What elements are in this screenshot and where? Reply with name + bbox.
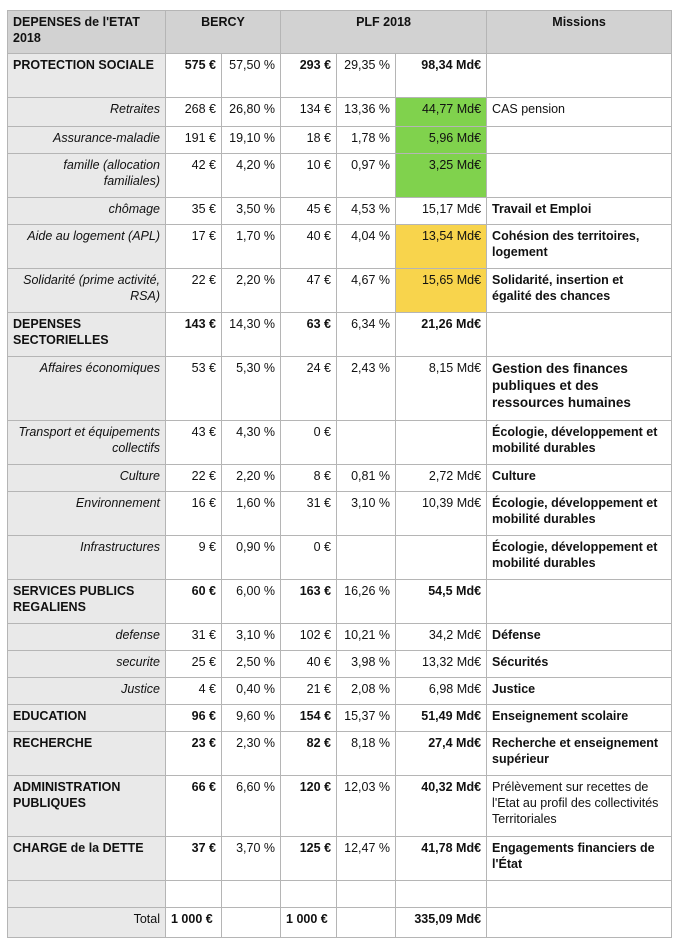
mission: [487, 54, 672, 98]
empty-cell: [396, 881, 487, 908]
plf-amount: 18 €: [281, 127, 337, 154]
plf-percent: 12,47 %: [337, 837, 396, 881]
bercy-percent: 3,50 %: [222, 198, 281, 225]
empty-cell: [337, 908, 396, 938]
bercy-amount: 4 €: [166, 678, 222, 705]
plf-amount: 47 €: [281, 269, 337, 313]
plf-amount: 293 €: [281, 54, 337, 98]
total-label: Total: [8, 908, 166, 938]
bercy-percent: 57,50 %: [222, 54, 281, 98]
plf-total: 41,78 Md€: [396, 837, 487, 881]
bercy-amount: 9 €: [166, 536, 222, 580]
mission: Engagements financiers de l'État: [487, 837, 672, 881]
row-label: Affaires économiques: [8, 357, 166, 421]
header-row: [8, 11, 672, 54]
empty-row: [8, 881, 672, 908]
mission: Défense: [487, 624, 672, 651]
bercy-percent: 9,60 %: [222, 705, 281, 732]
row-label: SERVICES PUBLICS REGALIENS: [8, 580, 166, 624]
plf-total: [396, 536, 487, 580]
row-label: Assurance-maladie: [8, 127, 166, 154]
mission: [487, 580, 672, 624]
plf-amount: 10 €: [281, 154, 337, 198]
bercy-percent: 6,00 %: [222, 580, 281, 624]
bercy-percent: 2,50 %: [222, 651, 281, 678]
plf-total: 5,96 Md€: [396, 127, 487, 154]
plf-amount: 63 €: [281, 313, 337, 357]
row-label: securite: [8, 651, 166, 678]
plf-total: 34,2 Md€: [396, 624, 487, 651]
row-label: Justice: [8, 678, 166, 705]
bercy-amount: 53 €: [166, 357, 222, 421]
row-label: famille (allocation familiales): [8, 154, 166, 198]
row-label: chômage: [8, 198, 166, 225]
mission: Écologie, développement et mobilité durables: [487, 492, 672, 536]
table-row: [8, 580, 672, 624]
table-row: [8, 313, 672, 357]
bercy-percent: 3,70 %: [222, 837, 281, 881]
mission: Prélèvement sur recettes de l'Etat au profil des collectivités Territoriales: [487, 776, 672, 837]
plf-percent: 0,97 %: [337, 154, 396, 198]
plf-total: 8,15 Md€: [396, 357, 487, 421]
table-row: [8, 54, 672, 98]
mission: Travail et Emploi: [487, 198, 672, 225]
row-label: Transport et équipements collectifs: [8, 421, 166, 465]
row-label: Environnement: [8, 492, 166, 536]
plf-total: [396, 421, 487, 465]
header-depenses: DEPENSES de l'ETAT 2018: [8, 11, 166, 54]
bercy-amount: 16 €: [166, 492, 222, 536]
bercy-percent: 14,30 %: [222, 313, 281, 357]
table-row: [8, 705, 672, 732]
plf-total: 27,4 Md€: [396, 732, 487, 776]
bercy-percent: 3,10 %: [222, 624, 281, 651]
mission: Écologie, développement et mobilité durables: [487, 421, 672, 465]
plf-total: 40,32 Md€: [396, 776, 487, 837]
plf-amount: 45 €: [281, 198, 337, 225]
mission: Cohésion des territoires, logement: [487, 225, 672, 269]
empty-cell: [487, 908, 672, 938]
bercy-percent: 5,30 %: [222, 357, 281, 421]
bercy-amount: 43 €: [166, 421, 222, 465]
total-row: [8, 908, 672, 938]
bercy-percent: 0,40 %: [222, 678, 281, 705]
plf-percent: 10,21 %: [337, 624, 396, 651]
mission: [487, 154, 672, 198]
row-label: DEPENSES SECTORIELLES: [8, 313, 166, 357]
plf-total: 2,72 Md€: [396, 465, 487, 492]
empty-cell: [337, 881, 396, 908]
plf-total: 44,77 Md€: [396, 98, 487, 127]
table-row: [8, 269, 672, 313]
empty-cell: [281, 881, 337, 908]
plf-percent: 13,36 %: [337, 98, 396, 127]
bercy-amount: 60 €: [166, 580, 222, 624]
plf-total: 51,49 Md€: [396, 705, 487, 732]
mission: Recherche et enseignement supérieur: [487, 732, 672, 776]
mission: Solidarité, insertion et égalité des chances: [487, 269, 672, 313]
empty-cell: [222, 908, 281, 938]
table-row: [8, 421, 672, 465]
plf-percent: 6,34 %: [337, 313, 396, 357]
bercy-amount: 22 €: [166, 465, 222, 492]
plf-total: 10,39 Md€: [396, 492, 487, 536]
plf-total: 15,17 Md€: [396, 198, 487, 225]
plf-total: 98,34 Md€: [396, 54, 487, 98]
plf-percent: [337, 421, 396, 465]
bercy-amount: 25 €: [166, 651, 222, 678]
table-row: [8, 624, 672, 651]
row-label: RECHERCHE: [8, 732, 166, 776]
plf-percent: 4,04 %: [337, 225, 396, 269]
plf-amount: 31 €: [281, 492, 337, 536]
plf-percent: 1,78 %: [337, 127, 396, 154]
plf-percent: 12,03 %: [337, 776, 396, 837]
bercy-amount: 191 €: [166, 127, 222, 154]
mission: Justice: [487, 678, 672, 705]
bercy-percent: 1,70 %: [222, 225, 281, 269]
bercy-percent: 2,30 %: [222, 732, 281, 776]
table-row: [8, 198, 672, 225]
bercy-amount: 22 €: [166, 269, 222, 313]
plf-percent: [337, 536, 396, 580]
header-plf: PLF 2018: [281, 11, 487, 54]
bercy-amount: 575 €: [166, 54, 222, 98]
table-row: [8, 651, 672, 678]
table-row: [8, 837, 672, 881]
plf-total: 21,26 Md€: [396, 313, 487, 357]
row-label: CHARGE de la DETTE: [8, 837, 166, 881]
plf-percent: 0,81 %: [337, 465, 396, 492]
bercy-percent: 4,30 %: [222, 421, 281, 465]
plf-amount: 102 €: [281, 624, 337, 651]
table-row: [8, 776, 672, 837]
plf-percent: 3,98 %: [337, 651, 396, 678]
plf-total: 13,32 Md€: [396, 651, 487, 678]
table-row: [8, 732, 672, 776]
bercy-amount: 96 €: [166, 705, 222, 732]
bercy-percent: 1,60 %: [222, 492, 281, 536]
plf-total: 54,5 Md€: [396, 580, 487, 624]
bercy-amount: 17 €: [166, 225, 222, 269]
empty-cell: [8, 881, 166, 908]
table-row: [8, 465, 672, 492]
row-label: Solidarité (prime activité, RSA): [8, 269, 166, 313]
table-row: [8, 154, 672, 198]
row-label: EDUCATION: [8, 705, 166, 732]
bercy-amount: 37 €: [166, 837, 222, 881]
plf-amount: 0 €: [281, 536, 337, 580]
plf-amount: 21 €: [281, 678, 337, 705]
plf-amount: 125 €: [281, 837, 337, 881]
row-label: PROTECTION SOCIALE: [8, 54, 166, 98]
table-row: [8, 225, 672, 269]
mission: Enseignement scolaire: [487, 705, 672, 732]
mission: [487, 127, 672, 154]
plf-percent: 2,08 %: [337, 678, 396, 705]
mission: Sécurités: [487, 651, 672, 678]
plf-amount: 154 €: [281, 705, 337, 732]
plf-total: 13,54 Md€: [396, 225, 487, 269]
bercy-percent: 2,20 %: [222, 269, 281, 313]
header-bercy: BERCY: [166, 11, 281, 54]
plf-percent: 15,37 %: [337, 705, 396, 732]
row-label: ADMINISTRATION PUBLIQUES: [8, 776, 166, 837]
table-row: [8, 678, 672, 705]
mission: Écologie, développement et mobilité durables: [487, 536, 672, 580]
bercy-percent: 26,80 %: [222, 98, 281, 127]
bercy-percent: 6,60 %: [222, 776, 281, 837]
table-row: [8, 357, 672, 421]
budget-table: [7, 10, 672, 938]
plf-amount: 82 €: [281, 732, 337, 776]
plf-percent: 4,53 %: [337, 198, 396, 225]
table-row: [8, 98, 672, 127]
empty-cell: [222, 881, 281, 908]
plf-percent: 2,43 %: [337, 357, 396, 421]
plf-amount: 40 €: [281, 651, 337, 678]
empty-cell: [166, 881, 222, 908]
row-label: Culture: [8, 465, 166, 492]
plf-percent: 8,18 %: [337, 732, 396, 776]
plf-percent: 4,67 %: [337, 269, 396, 313]
bercy-percent: 0,90 %: [222, 536, 281, 580]
plf-amount: 40 €: [281, 225, 337, 269]
bercy-amount: 143 €: [166, 313, 222, 357]
bercy-percent: 4,20 %: [222, 154, 281, 198]
plf-amount: 134 €: [281, 98, 337, 127]
plf-total: 15,65 Md€: [396, 269, 487, 313]
plf-amount: 8 €: [281, 465, 337, 492]
plf-total: 3,25 Md€: [396, 154, 487, 198]
plf-percent: 29,35 %: [337, 54, 396, 98]
bercy-percent: 2,20 %: [222, 465, 281, 492]
table-row: [8, 492, 672, 536]
total-plf: 1 000 €: [281, 908, 337, 938]
bercy-percent: 19,10 %: [222, 127, 281, 154]
row-label: Aide au logement (APL): [8, 225, 166, 269]
bercy-amount: 66 €: [166, 776, 222, 837]
plf-percent: 16,26 %: [337, 580, 396, 624]
plf-amount: 163 €: [281, 580, 337, 624]
mission: CAS pension: [487, 98, 672, 127]
total-amount: 335,09 Md€: [396, 908, 487, 938]
plf-total: 6,98 Md€: [396, 678, 487, 705]
row-label: defense: [8, 624, 166, 651]
mission: Gestion des finances publiques et des ressources humaines: [487, 357, 672, 421]
row-label: Infrastructures: [8, 536, 166, 580]
bercy-amount: 31 €: [166, 624, 222, 651]
mission: Culture: [487, 465, 672, 492]
bercy-amount: 23 €: [166, 732, 222, 776]
plf-amount: 0 €: [281, 421, 337, 465]
mission: [487, 313, 672, 357]
plf-amount: 120 €: [281, 776, 337, 837]
table-row: [8, 127, 672, 154]
total-bercy: 1 000 €: [166, 908, 222, 938]
row-label: Retraites: [8, 98, 166, 127]
table-row: [8, 536, 672, 580]
bercy-amount: 35 €: [166, 198, 222, 225]
empty-cell: [487, 881, 672, 908]
bercy-amount: 268 €: [166, 98, 222, 127]
plf-percent: 3,10 %: [337, 492, 396, 536]
plf-amount: 24 €: [281, 357, 337, 421]
header-missions: Missions: [487, 11, 672, 54]
bercy-amount: 42 €: [166, 154, 222, 198]
